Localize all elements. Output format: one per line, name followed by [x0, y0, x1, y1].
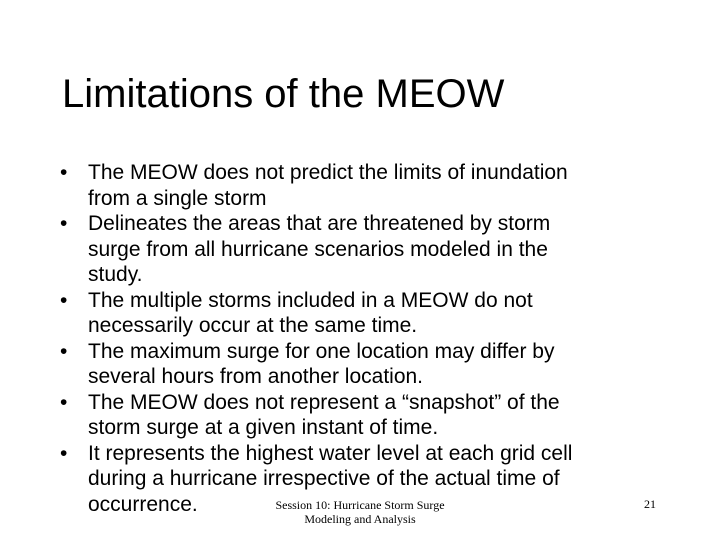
bullet-text: Delineates the areas that are threatened by storm surge from all hurricane scenarios modeled in the study.: [88, 212, 551, 286]
bullet-marker: •: [60, 390, 68, 414]
bullet-item: [60, 288, 660, 339]
bullet-item: [60, 211, 660, 288]
bullet-text: It represents the highest water level at each grid cell during a hurricane irrespective of the actual time of occurrence.: [88, 441, 573, 516]
bullet-list: [60, 160, 660, 517]
bullet-text: The MEOW does not represent a “snapshot” of the storm surge at a given instant of time.: [88, 390, 560, 439]
bullet-text: The MEOW does not predict the limits of inundation from a single storm: [88, 161, 568, 210]
bullet-marker: •: [60, 339, 68, 363]
bullet-item: [60, 390, 660, 441]
bullet-marker: •: [60, 441, 68, 465]
bullet-marker: •: [60, 161, 68, 184]
page-number: 21: [644, 497, 656, 511]
bullet-text: The maximum surge for one location may differ by several hours from another location.: [88, 339, 555, 388]
bullet-item: [60, 160, 660, 211]
slide-footer: Session 10: Hurricane Storm Surge Modeling and Analysis: [275, 498, 445, 526]
bullet-text: The multiple storms included in a MEOW do not necessarily occur at the same time.: [88, 288, 533, 337]
slide-title: Limitations of the MEOW: [62, 72, 505, 116]
bullet-marker: •: [60, 288, 68, 312]
bullet-marker: •: [60, 212, 68, 235]
bullet-item: [60, 339, 660, 390]
